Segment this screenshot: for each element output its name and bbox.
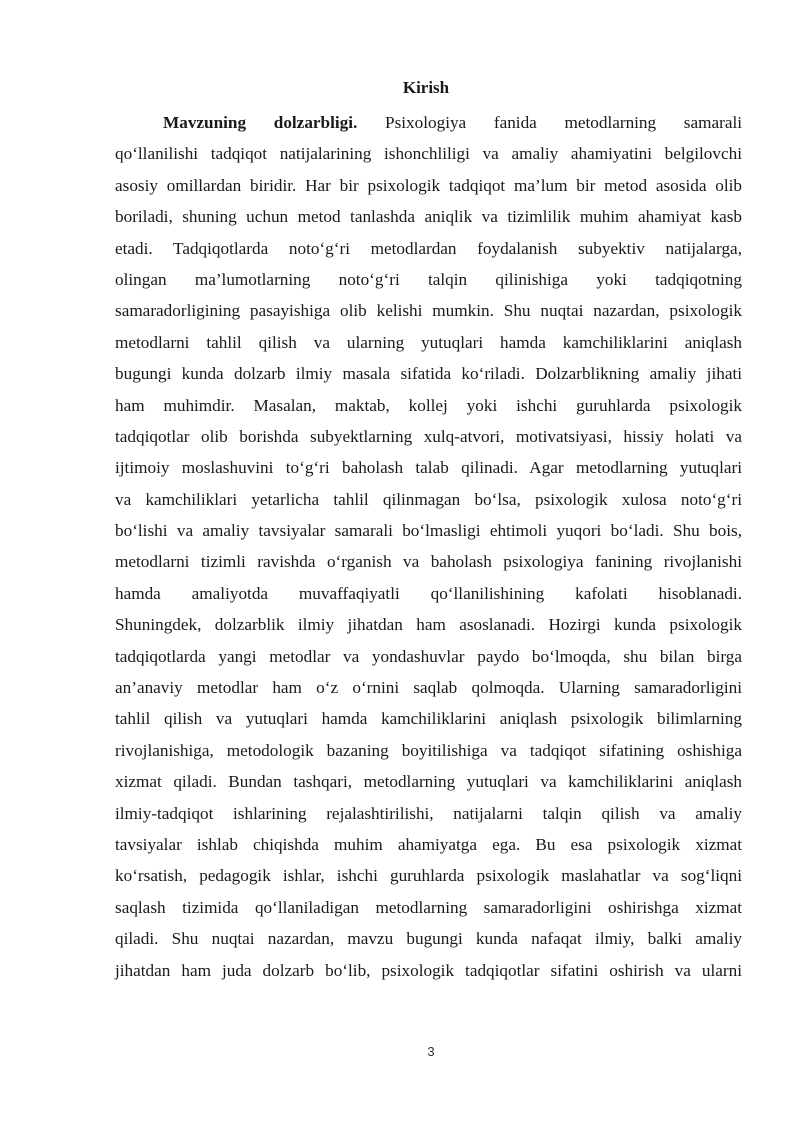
paragraph-line: qiladi. Shu nuqtai nazardan, mavzu bugungi kunda nafaqat ilmiy, balki amaliy [115, 929, 742, 949]
paragraph-line: jihatdan ham juda dolzarb bo‘lib, psixologik tadqiqotlar sifatini oshirish va ularni [115, 960, 742, 980]
paragraph-line [115, 107, 742, 138]
paragraph-line: tadqiqotlar olib borishda subyektlarning xulq-atvori, motivatsiyasi, hissiy holati va [115, 426, 742, 446]
paragraph-line: Shuningdek, dolzarblik ilmiy jihatdan ham asoslanadi. Hozirgi kunda psixologik [115, 615, 742, 635]
paragraph-line: etadi. Tadqiqotlarda noto‘g‘ri metodlardan foydalanish subyektiv natijalarga, [115, 238, 742, 258]
paragraph-line: tahlil qilish va yutuqlari hamda kamchiliklarini aniqlash psixologik bilimlarning [115, 709, 742, 729]
paragraph-line: rivojlanishiga, metodologik bazaning boyitilishiga va tadqiqot sifatining oshishiga [115, 740, 742, 760]
paragraph-line: xizmat qiladi. Bundan tashqari, metodlarning yutuqlari va kamchiliklarini aniqlash [115, 772, 742, 792]
paragraph-line: an’anaviy metodlar ham o‘z o‘rnini saqlab qolmoqda. Ularning samaradorligini [115, 678, 742, 698]
paragraph-line: ko‘rsatish, pedagogik ishlar, ishchi guruhlarda psixologik maslahatlar va sog‘liqni [115, 866, 742, 886]
paragraph-line: metodlarni tizimli ravishda o‘rganish va baholash psixologiya fanining rivojlanishi [115, 552, 742, 572]
paragraph-line: ham muhimdir. Masalan, maktab, kollej yoki ishchi guruhlarda psixologik [115, 395, 742, 415]
paragraph-line: tadqiqotlarda yangi metodlar va yondashuvlar paydo bo‘lmoqda, shu bilan birga [115, 646, 742, 666]
paragraph-line: ilmiy-tadqiqot ishlarining rejalashtirilishi, natijalarni talqin qilish va amaliy [115, 803, 742, 823]
paragraph-line: samaradorligining pasayishiga olib kelishi mumkin. Shu nuqtai nazardan, psixologik [115, 301, 742, 321]
paragraph-line: bo‘lishi va amaliy tavsiyalar samarali bo‘lmasligi ehtimoli yuqori bo‘ladi. Shu bois, [115, 521, 742, 541]
line-text: Psixologiya fanida metodlarning samarali [385, 113, 743, 132]
page-number: 3 [427, 1044, 435, 1059]
paragraph-line: bugungi kunda dolzarb ilmiy masala sifatida ko‘riladi. Dolzarblikning amaliy jihati [115, 364, 742, 384]
paragraph-line: ijtimoiy moslashuvini to‘g‘ri baholash talab qilinadi. Agar metodlarning yutuqlari [115, 458, 742, 478]
paragraph-line: va kamchiliklari yetarlicha tahlil qilinmagan bo‘lsa, psixologik xulosa noto‘g‘ri [115, 489, 742, 509]
paragraph-lead: Mavzuning dolzarbligi. [163, 113, 358, 132]
paragraph-line: metodlarni tahlil qilish va ularning yutuqlari hamda kamchiliklarini aniqlash [115, 332, 742, 352]
paragraph-line: asosiy omillardan biridir. Har bir psixologik tadqiqot ma’lum bir metod asosida olib [115, 175, 742, 195]
body-text [115, 107, 742, 986]
paragraph-line: saqlash tizimida qo‘llaniladigan metodlarning samaradorligini oshirishga xizmat [115, 897, 742, 917]
paragraph-line: boriladi, shuning uchun metod tanlashda aniqlik va tizimlilik muhim ahamiyat kasb [115, 207, 742, 227]
section-heading: Kirish [402, 78, 450, 97]
paragraph-line: tavsiyalar ishlab chiqishda muhim ahamiyatga ega. Bu esa psixologik xizmat [115, 834, 742, 854]
paragraph-line: hamda amaliyotda muvaffaqiyatli qo‘llanilishining kafolati hisoblanadi. [115, 583, 742, 603]
paragraph-line: olingan ma’lumotlarning noto‘g‘ri talqin qilinishiga yoki tadqiqotning [115, 269, 742, 289]
paragraph-line: qo‘llanilishi tadqiqot natijalarining ishonchliligi va amaliy ahamiyatini belgilovchi [115, 144, 742, 164]
